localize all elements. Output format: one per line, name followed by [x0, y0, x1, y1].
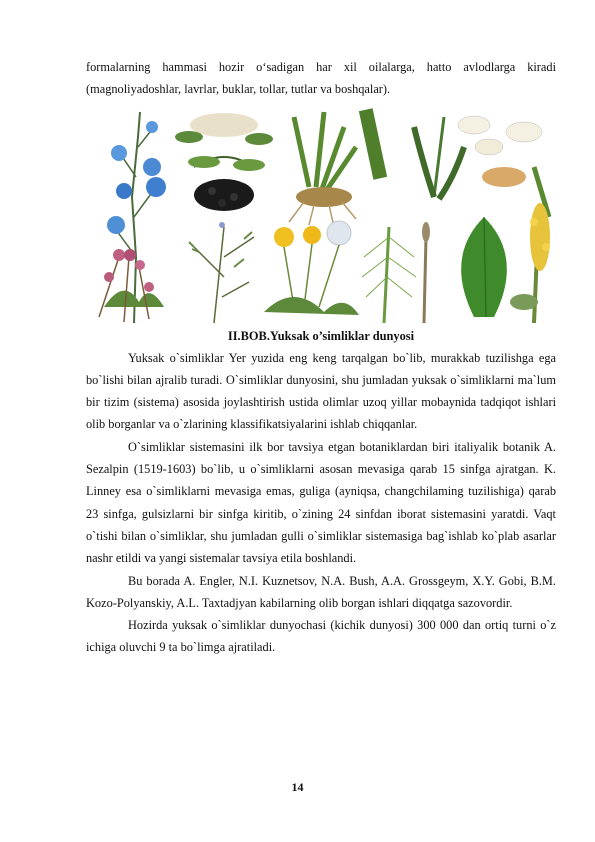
- dandelion-plant-icon: [264, 221, 359, 315]
- horsetail-plant-icon: [362, 222, 430, 323]
- paragraph-4: Hozirda yuksak o`simliklar dunyochasi (kichik dunyosi) 300 000 dan ortiq turni o`z ichiga oluvchi 9 ta bo`limga ajratiladi.: [86, 618, 556, 655]
- grass-plant-icon: [289, 108, 387, 227]
- intro-paragraph: formalarning hammasi hozir o‘sadigan har xil oilalarga, hatto avlodlarga kiradi (magnoliyadoshlar, lavrlar, buklar, tollar, tutlar va boshqalar).: [86, 60, 556, 97]
- paragraph-2: O`simliklar sistemasini ilk bor tavsiya etgan botaniklardan biri italiyalik botanik A. Sezalpin (1519-1603) bo`lib, u o`simliklarni asosan mevasiga qarab 15 sinfga ajratgan. K. Linney esa o`simliklarni mevasiga emas, guliga (ayniqsa, changchilaming tuzilishiga) qarab 23 sinfga, gulsizlarni bir sinfga kiritib, o`zining 24 sinfdan iborat sistemasini yaratdi. Vaqt o`tishi bilan o`simliklar, shu jumladan gulli o`simliklar sistemasiga bag`ishlab ko`plab asarlar nashr etildi va yangi sistemalar tavsiya etila boshlandi.: [86, 439, 556, 566]
- paragraph-1: Yuksak o`simliklar Yer yuzida eng keng tarqalgan bo`lib, murakkab tuzilishga ega bo`lishi bilan ajralib turadi. O`simliklar dunyosini, shu jumladan yuksak o`simliklarni ma`lum bir tizim (sistema) asosida joylashtirish ustida olimlar uzoq yillar mobaynida tadqiqot ishlari olib borganlar va o`zlarining klassifikatsiyalarini ishlab chiqqanlar.: [86, 350, 556, 432]
- mullein-plant-icon: [510, 203, 550, 323]
- document-page: [86, 56, 556, 659]
- thyme-plant-icon: [99, 249, 154, 322]
- lily-plant-icon: [414, 116, 549, 217]
- page-number: 14: [291, 780, 304, 794]
- paragraph-3: Bu borada A. Engler, N.I. Kuznetsov, N.A. Bush, A.A. Grossgeym, X.Y. Gobi, B.M. Kozo-Polyanskiy, A.L. Taxtadjyan kabilarning olib borgan ishlari diqqatga sazovordir.: [86, 573, 556, 610]
- plantain-plant-icon: [461, 217, 507, 317]
- elderberry-plant-icon: [175, 113, 273, 211]
- chicory-plant-icon: [104, 112, 166, 323]
- botanical-plates-image: [94, 107, 558, 323]
- botanical-illustration-icon: [94, 107, 558, 323]
- rosemary-plant-icon: [189, 222, 254, 323]
- chapter-title: II.BOB.Yuksak o’simliklar dunyosi: [227, 328, 415, 343]
